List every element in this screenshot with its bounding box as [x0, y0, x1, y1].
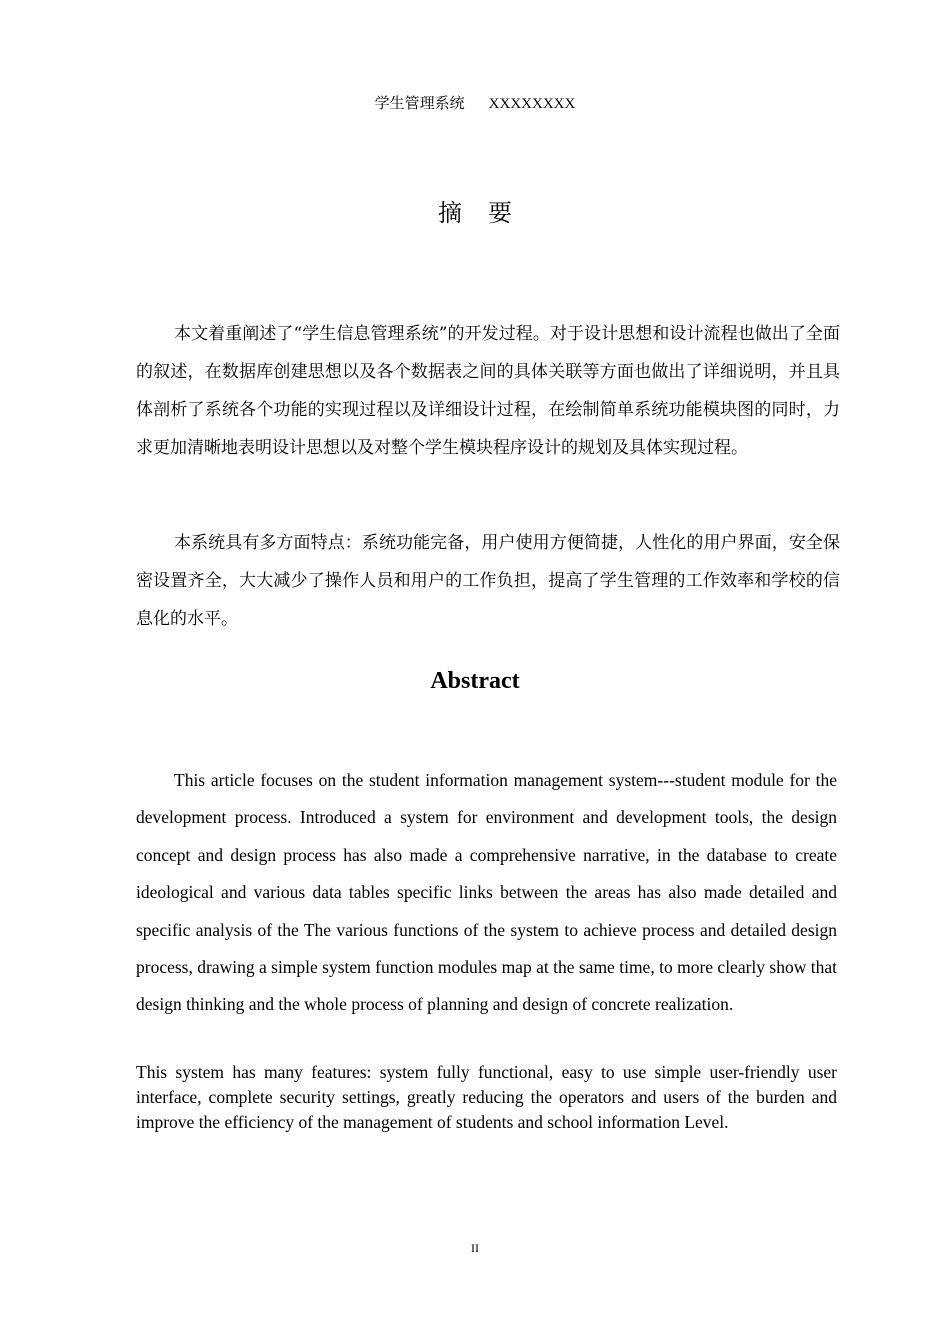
chinese-abstract-paragraph-2: 本系统具有多方面特点：系统功能完备，用户使用方便简捷，人性化的用户界面，安全保密设置齐全，大大减少了操作人员和用户的工作负担，提高了学生管理的工作效率和学校的信息化的水平。 — [136, 533, 840, 629]
page-number: II — [471, 1241, 479, 1255]
running-header — [0, 94, 950, 114]
english-abstract-title: Abstract — [430, 668, 520, 694]
english-abstract-paragraph-1: This article focuses on the student information management system---student module for the development process. Introduced a system for environment and development tools, the design concept and design process has also made a comprehensive narrative, in the database to create ideological and various data tables specific links between the areas has also made detailed and specific analysis of the The various functions of the system to achieve process and detailed design process, drawing a simple system function modules map at the same time, to more clearly show that design thinking and the whole process of planning and design of concrete realization. — [136, 770, 837, 1015]
header-author: XXXXXXXX — [488, 96, 576, 112]
header-system-name: 学生管理系统 — [374, 96, 465, 112]
english-abstract-paragraph-2: This system has many features: system fully functional, easy to use simple user-friendly user interface, complete security settings, greatly reducing the operators and users of the burden and improve the efficiency of the management of students and school information Level. — [136, 1062, 837, 1132]
chinese-abstract-title: 摘要 — [438, 199, 538, 227]
chinese-abstract-paragraph-1: 本文着重阐述了“学生信息管理系统”的开发过程。对于设计思想和设计流程也做出了全面的叙述，在数据库创建思想以及各个数据表之间的具体关联等方面也做出了详细说明，并且具体剖析了系统各个功能的实现过程以及详细设计过程，在绘制简单系统功能模块图的同时，力求更加清晰地表明设计思想以及对整个学生模块程序设计的规划及具体实现过程。 — [136, 324, 840, 458]
